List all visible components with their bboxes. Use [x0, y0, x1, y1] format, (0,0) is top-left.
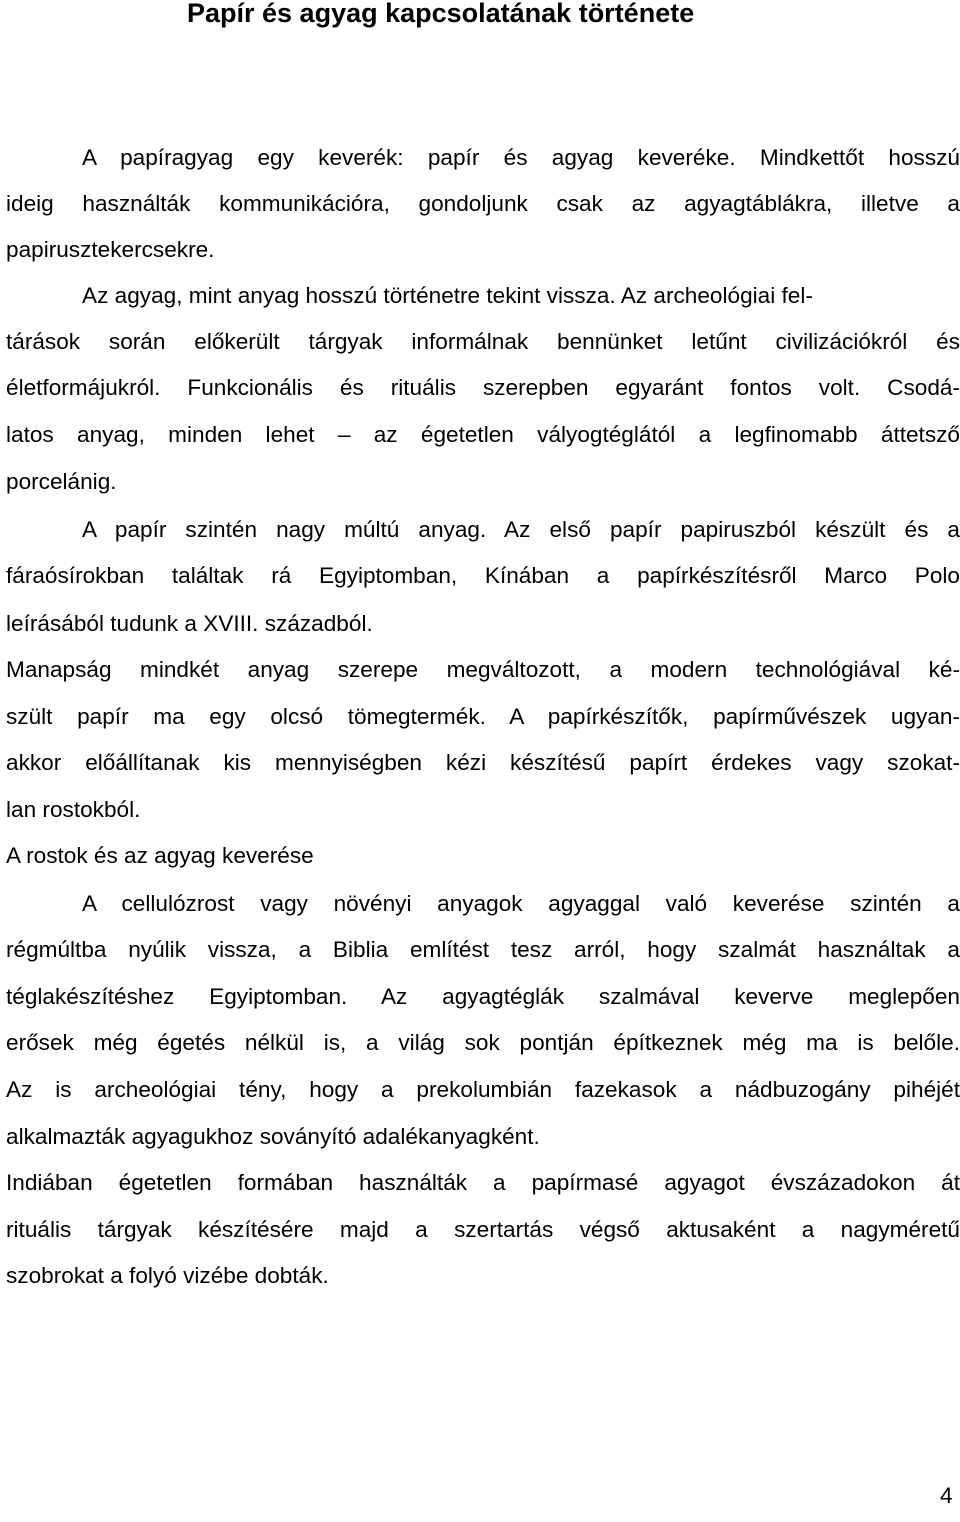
text-line: szobrokat a folyó vizébe dobták.	[6, 1263, 329, 1288]
text-line: rituális tárgyak készítésére majd a szertartás végső aktusaként a nagyméretű	[6, 1217, 960, 1242]
text-line: A papíragyag egy keverék: papír és agyag keveréke. Mindkettőt hosszú	[82, 145, 960, 170]
text-line: porcelánig.	[6, 469, 117, 494]
section-heading: A rostok és az agyag keverése	[6, 843, 314, 868]
text-line: fáraósírokban találtak rá Egyiptomban, Kínában a papírkészítésről Marco Polo	[6, 563, 960, 588]
text-line: Az is archeológiai tény, hogy a prekolumbián fazekasok a nádbuzogány pihéjét	[6, 1077, 960, 1102]
page-title: Papír és agyag kapcsolatának története	[187, 0, 695, 28]
text-line: Indiában égetetlen formában használták a papírmasé agyagot évszázadokon át	[6, 1170, 960, 1195]
text-line: A papír szintén nagy múltú anyag. Az első papír papiruszból készült és a	[82, 517, 960, 542]
text-line: A cellulózrost vagy növényi anyagok agyaggal való keverése szintén a	[82, 891, 960, 916]
page-number: 4	[940, 1483, 953, 1508]
text-line: leírásából tudunk a XVIII. századból.	[6, 611, 373, 636]
text-line: ideig használták kommunikációra, gondoljunk csak az agyagtáblákra, illetve a	[6, 191, 960, 216]
text-line: papirusztekercsekre.	[6, 237, 215, 262]
text-line: lan rostokból.	[6, 797, 141, 822]
text-line: életformájukról. Funkcionális és rituális szerepben egyaránt fontos volt. Csodá-	[6, 375, 960, 400]
text-line: tárások során előkerült tárgyak informálnak bennünket letűnt civilizációkról és	[6, 329, 960, 354]
text-line: latos anyag, minden lehet – az égetetlen vályogtéglától a legfinomabb áttetsző	[6, 422, 960, 447]
text-line: régmúltba nyúlik vissza, a Biblia említést tesz arról, hogy szalmát használtak a	[6, 937, 960, 962]
text-line: Az agyag, mint anyag hosszú történetre tekint vissza. Az archeológiai fel-	[82, 283, 813, 308]
text-line: szült papír ma egy olcsó tömegtermék. A papírkészítők, papírművészek ugyan-	[6, 704, 960, 729]
text-line: alkalmazták agyagukhoz soványító adalékanyagként.	[6, 1124, 540, 1149]
text-line: akkor előállítanak kis mennyiségben kézi készítésű papírt érdekes vagy szokat-	[6, 750, 960, 775]
text-line: erősek még égetés nélkül is, a világ sok pontján építkeznek még ma is belőle.	[6, 1030, 960, 1055]
text-line: téglakészítéshez Egyiptomban. Az agyagtéglák szalmával keverve meglepően	[6, 984, 960, 1009]
text-line: Manapság mindkét anyag szerepe megváltozott, a modern technológiával ké-	[6, 657, 960, 682]
